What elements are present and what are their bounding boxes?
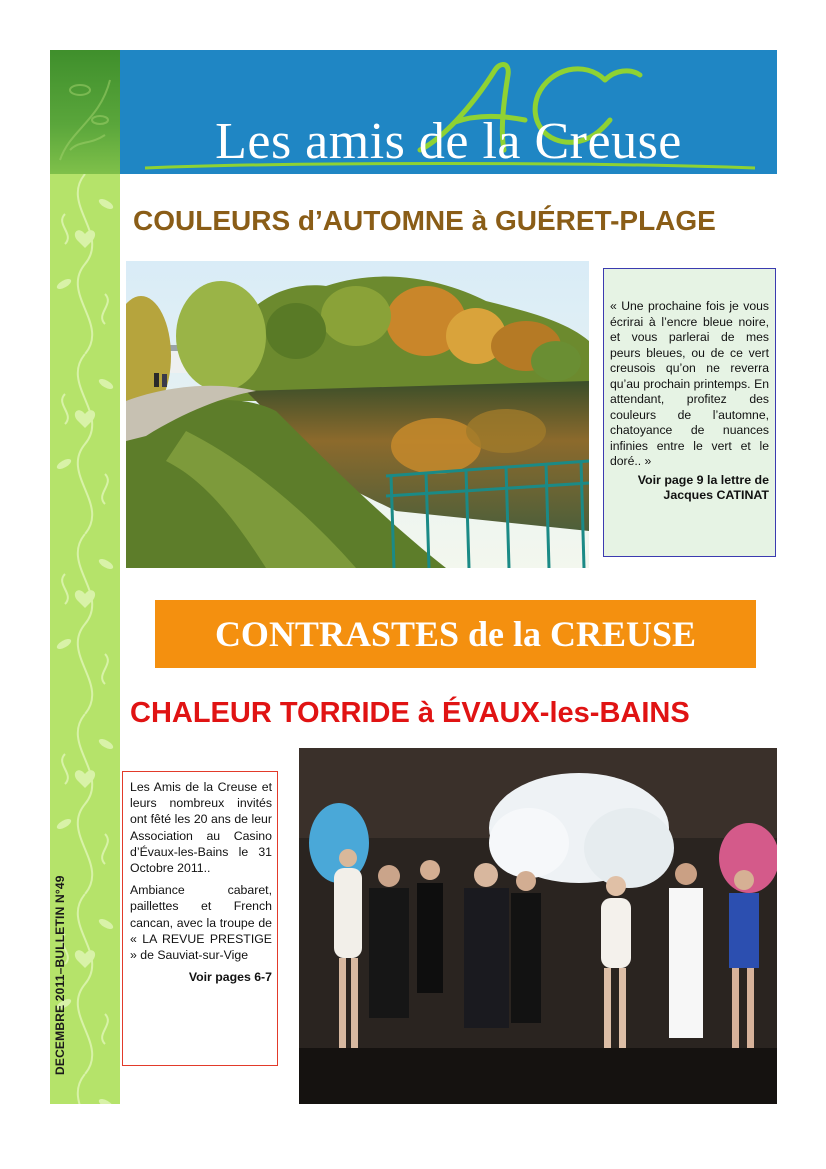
quote-text: « Une prochaine fois je vous écrirai à l’encre bleue noire, et vous parlerai de mes peurs bleues, ou de ce vert creusois qu’on ne reverra qu’au prochain printemps. En attendant, profitez des couleurs de l’automne, chatoyance de nuances infinies entre le vert et le doré.. » [610,299,769,468]
leaf-ornament-icon [50,50,120,174]
issue-label-vertical: DECEMBRE 2011–BULLETIN N°49 [53,875,67,1075]
quote-box-catinat [603,268,776,557]
photo-gueret-plage-lake [126,261,589,568]
info-paragraph-2: Ambiance cabaret, paillettes et French cancan, avec la troupe de « LA REVUE PRESTIGE » de Sauviat-sur-Vige [130,883,272,963]
photo-cabaret-stage [299,748,777,1104]
headline-evaux: CHALEUR TORRIDE à ÉVAUX-les-BAINS [130,697,690,729]
side-strip-top-block [50,50,120,174]
headline-autumn: COULEURS d’AUTOMNE à GUÉRET-PLAGE [133,205,716,236]
info-reference: Voir pages 6-7 [188,970,272,985]
site-title: Les amis de la Creuse [215,113,682,170]
title-underline-swash [140,160,760,172]
quote-reference: Voir page 9 la lettre de Jacques CATINAT [637,472,769,502]
info-box-anniversary [122,771,278,1066]
section-banner-contrastes: CONTRASTES de la CREUSE [155,600,756,668]
info-paragraph-1: Les Amis de la Creuse et leurs nombreux invités ont fêté les 20 ans de leur Association au Casino d’Évaux-les-Bains le 31 Octobre 2011.. [130,780,272,876]
header-banner [120,50,777,174]
